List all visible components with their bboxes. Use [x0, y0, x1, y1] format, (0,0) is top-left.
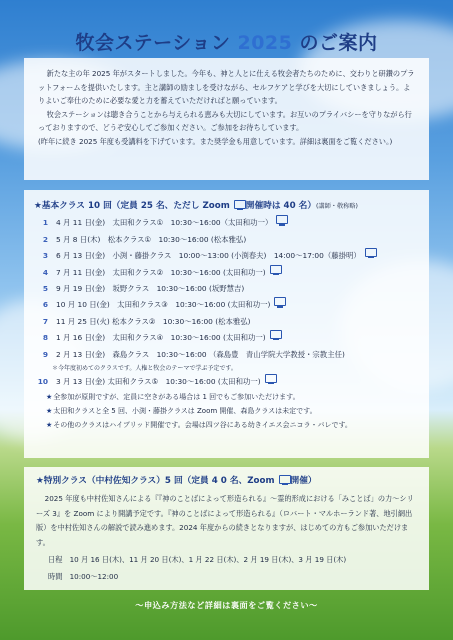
title-year: 2025 — [237, 32, 293, 54]
page-title — [0, 28, 453, 55]
class-detail: 3 月 13 日(金) 太田和クラス⑤ 10:30～16:00 (太田和功一) — [56, 377, 261, 387]
title-text: 牧会ステーション — [75, 32, 231, 54]
computer-icon — [270, 265, 282, 274]
class-row — [34, 314, 419, 330]
footer-note: ～申込み方法など詳細は裏面をご覧ください～ — [135, 600, 318, 610]
class-number: 2 — [42, 234, 48, 244]
basic-class-list — [34, 215, 419, 374]
computer-icon — [234, 200, 246, 209]
intro-paragraph-1: 新たな主の年 2025 年がスタートしました。今年も、神と人とに仕える牧会者たちのために、交わりと研鑽のプラットフォームを提供いたします。主と講師の励ましを受けながら、セルフケアと学びを大切にしていきましょう。よりよいご奉仕のために必要な愛と力を蓄えていただければと願っています。 — [38, 69, 415, 106]
class-row — [34, 215, 419, 231]
class-detail: 9 月 19 日(金) 坂野クラス 10:30～16:00 (坂野慧吉) — [56, 284, 245, 294]
basic-class-heading — [34, 198, 419, 215]
special-class-dates: 日程 10 月 16 日(木)、11 月 20 日(木)、1 月 22 日(木)、2 月 19 日(木)、3 月 19 日(木) — [48, 554, 347, 564]
class-row — [34, 265, 419, 281]
title-suffix: のご案内 — [299, 32, 378, 54]
computer-icon — [265, 374, 277, 383]
computer-icon — [270, 330, 282, 339]
class-number: 7 — [42, 316, 48, 326]
basic-class-panel — [24, 190, 429, 458]
class-number: 6 — [42, 300, 48, 310]
class-detail: 4 月 11 日(金) 太田和クラス① 10:30～16:00（太田和功一） — [56, 218, 273, 228]
class-row — [34, 248, 419, 264]
note-item: ★ その他のクラスはハイブリッド開催です。会場は四ツ谷にある幼きイエス会ニコラ・バレです。 — [34, 418, 419, 432]
class-number: 5 — [42, 284, 48, 294]
special-class-heading — [36, 474, 417, 489]
class-detail: 6 月 13 日(金) 小渕・藤掛クラス 10:00～13:00 (小渕春夫) 14:00～17:00（藤掛明） — [56, 251, 361, 261]
class-number: 4 — [42, 267, 48, 277]
class-row — [34, 347, 419, 363]
class-row — [34, 330, 419, 346]
computer-icon — [365, 248, 377, 257]
note-item: ★ 太田和クラスと全 5 回、小渕・藤掛クラスは Zoom 開催、森島クラスは未定です。 — [34, 404, 419, 418]
class-number: 3 — [42, 251, 48, 261]
special-heading-text: ★特別クラス（中村佐知クラス）5 回（定員 4 0 名、Zoom — [36, 476, 275, 486]
class-row — [34, 374, 419, 390]
intro-note: (昨年に続き 2025 年度も受講料を下げています。また奨学金も用意しています。詳細は裏面をご覧ください。) — [38, 136, 393, 146]
intro-paragraph-2: 牧会ステーションは聴き合うことから与えられる恵みも大切にしています。お互いのプライバシーを守りながら行っておりますので、どうぞ安心してご参加ください。ご参加をお待ちしています。 — [38, 109, 412, 133]
class-number: 9 — [42, 349, 48, 359]
special-heading-text-after: 開催） — [290, 476, 317, 486]
class-row — [34, 281, 419, 297]
note-item: ★ 全参加が原則ですが、定員に空きがある場合は 1 回でもご参加いただけます。 — [34, 390, 419, 404]
computer-icon — [276, 215, 288, 224]
class-detail: 11 月 25 日(火) 松本クラス② 10:30～16:00 (松本雅弘) — [56, 316, 251, 326]
basic-heading-text: ★基本クラス 10 回（定員 25 名、ただし Zoom — [34, 201, 230, 211]
lecturer-note: (講師・敬称略) — [316, 203, 358, 210]
computer-icon — [274, 297, 286, 306]
class-detail: 5 月 8 日(木) 松本クラス① 10:30～16:00 (松本雅弘) — [56, 234, 247, 244]
class-number: 10 — [37, 377, 48, 387]
class-detail: 2 月 13 日(金) 森島クラス 10:30～16:00 （森島豊 青山学院大学教授・宗教主任) — [56, 349, 345, 359]
class-row — [34, 232, 419, 248]
special-class-panel — [24, 467, 429, 590]
class-detail: 1 月 16 日(金) 太田和クラス④ 10:30～16:00 (太田和功一) — [56, 333, 266, 343]
special-class-time: 時間 10:00～12:00 — [48, 571, 119, 581]
class-sub-note: ＊今年度初めてのクラスです。人権と牧会のテーマで学ぶ予定です。 — [52, 365, 237, 373]
class-detail: 10 月 10 日(金) 太田和クラス③ 10:30～16:00 (太田和功一) — [56, 300, 271, 310]
special-class-description: 2025 年度も中村佐知さんによる『『神のことばによって形造られる』～霊的形成における「みことば」の力～シリーズ 3』を Zoom により開講予定です。『神のことばによって形造られる』（ロバート・マルホーランド著、地引網出版）を中村佐知さんの解説で読み進めます。2024 年度からの続きとなりますが、はじめての方もご参加いただけます。 — [36, 493, 414, 548]
basic-heading-text-after: 開催時は 40 名） — [245, 201, 317, 211]
class-number: 1 — [42, 218, 48, 228]
class-number: 8 — [42, 333, 48, 343]
computer-icon — [279, 475, 291, 484]
basic-notes — [34, 390, 419, 432]
intro-panel — [24, 58, 429, 180]
class-detail: 7 月 11 日(金) 太田和クラス② 10:30～16:00 (太田和功一) — [56, 267, 266, 277]
class-row — [34, 297, 419, 313]
